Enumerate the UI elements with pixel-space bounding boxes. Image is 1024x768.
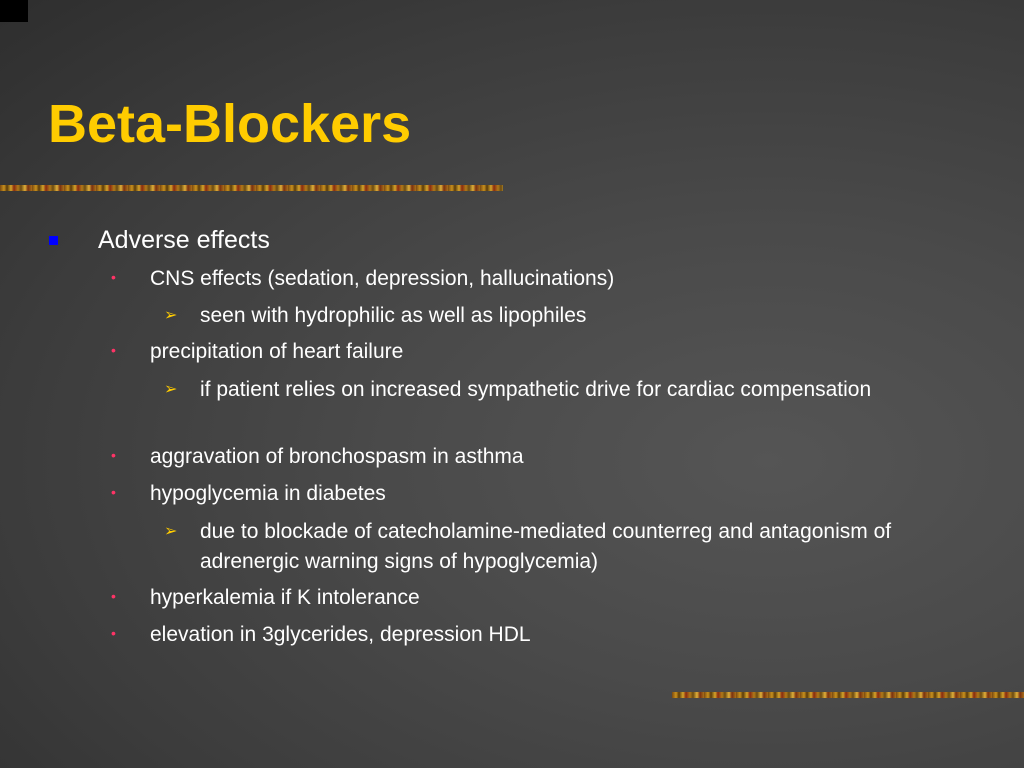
bullet-item-triglycerides: elevation in 3glycerides, depression HDL: [150, 623, 531, 646]
dot-bullet-icon: •: [111, 588, 116, 604]
arrowhead-bullet-icon: ➢: [164, 307, 178, 324]
arrowhead-bullet-icon: ➢: [164, 381, 178, 398]
dot-bullet-icon: •: [111, 625, 116, 641]
dot-bullet-icon: •: [111, 447, 116, 463]
dot-bullet-icon: •: [111, 342, 116, 358]
title-underline-bar: [0, 185, 503, 191]
footer-decoration-bar: [672, 692, 1024, 698]
bullet-item-hypoglycemia: hypoglycemia in diabetes: [150, 482, 386, 505]
arrowhead-bullet-icon: ➢: [164, 523, 178, 540]
bullet-item-hyperkalemia: hyperkalemia if K intolerance: [150, 586, 420, 609]
dot-bullet-icon: •: [111, 269, 116, 285]
sub-bullet-item-hydrophilic: seen with hydrophilic as well as lipophiles: [200, 304, 587, 327]
bullet-item-bronchospasm: aggravation of bronchospasm in asthma: [150, 445, 524, 468]
dot-bullet-icon: •: [111, 484, 116, 500]
square-bullet-icon: [49, 236, 58, 245]
sub-bullet-item-catecholamine: due to blockade of catecholamine-mediated counterreg and antagonism of adrenergic warning signs of hypoglycemia): [200, 520, 892, 573]
bullet-item-cns-effects: CNS effects (sedation, depression, hallucinations): [150, 267, 615, 290]
corner-decoration: [0, 0, 28, 22]
slide-title: Beta-Blockers: [48, 94, 412, 154]
bullet-item-heart-failure: precipitation of heart failure: [150, 340, 404, 363]
bullet-item-adverse-effects: Adverse effects: [98, 226, 270, 254]
sub-bullet-item-sympathetic-drive: if patient relies on increased sympathetic drive for cardiac compensation: [200, 378, 872, 401]
